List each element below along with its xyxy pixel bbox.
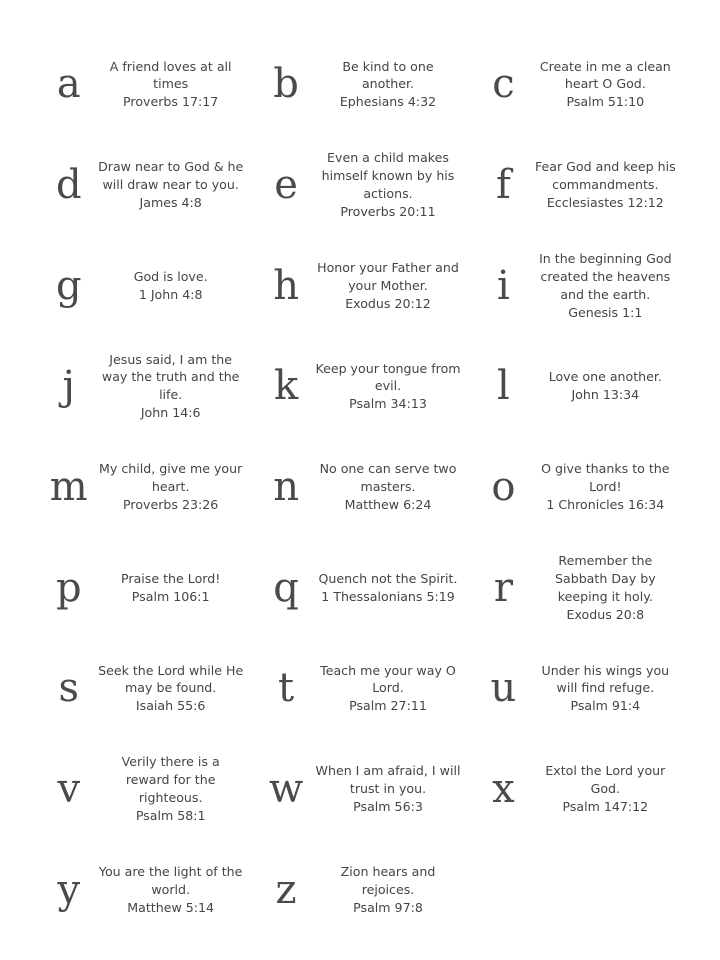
card-verse (315, 259, 462, 313)
verse-reference: 1 Chronicles 16:34 (546, 496, 665, 512)
verse-card[interactable] (469, 437, 686, 538)
verse-card[interactable] (251, 235, 468, 336)
verse-reference: Exodus 20:12 (345, 295, 431, 311)
verse-text: Seek the Lord while He may be found. (98, 662, 244, 696)
card-verse (98, 351, 245, 423)
verse-text: Teach me your way O Lord. (320, 662, 456, 696)
verse-reference: James 4:8 (139, 194, 202, 210)
card-letter: x (492, 765, 516, 812)
verse-card-empty (469, 839, 686, 940)
verse-card[interactable] (34, 437, 251, 538)
card-letter: e (274, 161, 299, 208)
verse-reference: Psalm 147:12 (562, 798, 649, 814)
verse-reference: Matthew 5:14 (127, 899, 215, 915)
card-letter: k (273, 363, 299, 410)
card-verse (98, 268, 245, 304)
card-letter: b (273, 61, 300, 108)
card-letter: g (55, 262, 83, 309)
card-verse (533, 460, 680, 514)
verse-text: Even a child makes himself known by his actions. (321, 150, 455, 201)
card-verse (533, 662, 680, 716)
verse-card[interactable] (251, 437, 468, 538)
card-letter: h (273, 262, 300, 309)
card-letter: w (268, 765, 304, 812)
verse-text: Love one another. (548, 369, 662, 385)
card-verse (315, 863, 462, 917)
verse-reference: Proverbs 23:26 (123, 496, 219, 512)
verse-reference: Isaiah 55:6 (135, 698, 206, 714)
verse-text: Zion hears and rejoices. (340, 863, 436, 897)
verse-reference: 1 John 4:8 (138, 286, 203, 302)
verse-text: Remember the Sabbath Day by keeping it holy. (554, 552, 656, 604)
card-letter: s (58, 665, 80, 712)
verse-reference: Psalm 56:3 (353, 798, 423, 814)
card-verse (533, 58, 680, 112)
verse-card[interactable] (469, 336, 686, 437)
verse-card[interactable] (34, 537, 251, 638)
verse-reference: Psalm 34:13 (349, 396, 427, 412)
verse-reference: John 14:6 (140, 405, 201, 421)
verse-text: When I am afraid, I will trust in you. (315, 763, 461, 797)
verse-card[interactable] (251, 537, 468, 638)
card-verse (98, 662, 245, 716)
verse-card[interactable] (251, 638, 468, 739)
verse-text: Honor your Father and your Mother. (317, 259, 459, 293)
verse-text: Extol the Lord your God. (545, 763, 666, 797)
card-letter: l (497, 363, 511, 410)
card-verse (533, 762, 680, 816)
verse-text: No one can serve two masters. (319, 461, 457, 495)
card-verse (533, 158, 680, 212)
card-letter: u (490, 665, 517, 712)
card-letter: f (496, 161, 512, 208)
verse-text: O give thanks to the Lord! (541, 461, 670, 495)
verse-card[interactable] (251, 34, 468, 135)
verse-card[interactable] (251, 135, 468, 236)
verse-reference: Psalm 106:1 (131, 588, 210, 604)
card-verse (98, 753, 245, 825)
verse-card-grid (34, 34, 686, 940)
verse-reference: 1 Thessalonians 5:19 (321, 588, 455, 604)
card-letter: n (273, 463, 300, 510)
card-verse (533, 250, 680, 322)
verse-text: Fear God and keep his commandments. (534, 159, 676, 193)
card-verse (315, 570, 462, 606)
verse-card[interactable] (469, 235, 686, 336)
card-letter: a (56, 61, 82, 108)
verse-reference: Psalm 91:4 (570, 698, 641, 714)
card-letter: q (273, 564, 300, 611)
verse-card[interactable] (34, 34, 251, 135)
verse-reference: Genesis 1:1 (568, 304, 643, 320)
verse-text: Under his wings you will find refuge. (541, 662, 670, 696)
card-letter: t (278, 665, 295, 712)
verse-card[interactable] (34, 336, 251, 437)
verse-reference: Psalm 27:11 (349, 698, 427, 714)
verse-card[interactable] (34, 739, 251, 840)
card-letter: z (275, 866, 298, 913)
verse-text: Be kind to one another. (342, 58, 434, 92)
verse-card[interactable] (34, 638, 251, 739)
verse-text: Jesus said, I am the way the truth and the life. (101, 351, 240, 403)
verse-text: Draw near to God & he will draw near to you. (98, 159, 244, 193)
card-verse (315, 460, 462, 514)
card-letter: c (492, 61, 516, 108)
verse-card[interactable] (251, 336, 468, 437)
verse-card[interactable] (469, 34, 686, 135)
card-verse (98, 570, 245, 606)
card-letter: m (49, 463, 89, 510)
verse-text: Verily there is a reward for the righteous. (121, 754, 220, 805)
card-verse (315, 762, 462, 816)
verse-card[interactable] (251, 739, 468, 840)
card-letter: d (55, 161, 83, 208)
verse-reference: Ephesians 4:32 (339, 94, 437, 110)
verse-text: Create in me a clean heart O God. (539, 58, 671, 92)
verse-card[interactable] (469, 537, 686, 638)
card-letter: v (57, 765, 81, 812)
card-verse (315, 662, 462, 716)
verse-text: You are the light of the world. (98, 863, 243, 897)
verse-text: Praise the Lord! (121, 570, 221, 586)
verse-reference: John 13:34 (571, 387, 640, 403)
card-verse (315, 149, 462, 221)
verse-reference: Exodus 20:8 (566, 606, 645, 622)
verse-card[interactable] (251, 839, 468, 940)
verse-card[interactable] (469, 739, 686, 840)
verse-card[interactable] (469, 135, 686, 236)
verse-reference: Ecclesiastes 12:12 (546, 194, 664, 210)
card-letter: o (491, 463, 516, 510)
verse-reference: Proverbs 17:17 (123, 94, 219, 110)
card-verse (98, 863, 245, 917)
verse-reference: Proverbs 20:11 (340, 203, 436, 219)
verse-card[interactable] (34, 839, 251, 940)
verse-card[interactable] (34, 135, 251, 236)
card-verse (98, 158, 245, 212)
card-verse (98, 58, 245, 112)
verse-text: Keep your tongue from evil. (315, 360, 461, 394)
card-letter: y (57, 866, 81, 913)
verse-reference: Psalm 97:8 (353, 899, 423, 915)
card-verse (315, 360, 462, 414)
verse-card[interactable] (469, 638, 686, 739)
verse-reference: Matthew 6:24 (344, 496, 432, 512)
verse-text: My child, give me your heart. (99, 461, 243, 495)
card-letter: p (55, 564, 83, 611)
verse-text: In the beginning God created the heavens and the earth. (539, 250, 672, 302)
verse-text: Quench not the Spirit. (318, 570, 458, 586)
verse-reference: Psalm 51:10 (566, 94, 645, 110)
card-letter: j (62, 363, 76, 410)
verse-text: God is love. (133, 268, 208, 284)
card-verse (315, 58, 462, 112)
verse-card[interactable] (34, 235, 251, 336)
verse-reference: Psalm 58:1 (135, 807, 206, 823)
card-letter: i (497, 262, 511, 309)
verse-text: A friend loves at all times (109, 58, 232, 92)
card-verse (533, 552, 680, 624)
card-verse (533, 368, 680, 404)
card-letter: r (493, 564, 514, 611)
card-verse (98, 460, 245, 514)
